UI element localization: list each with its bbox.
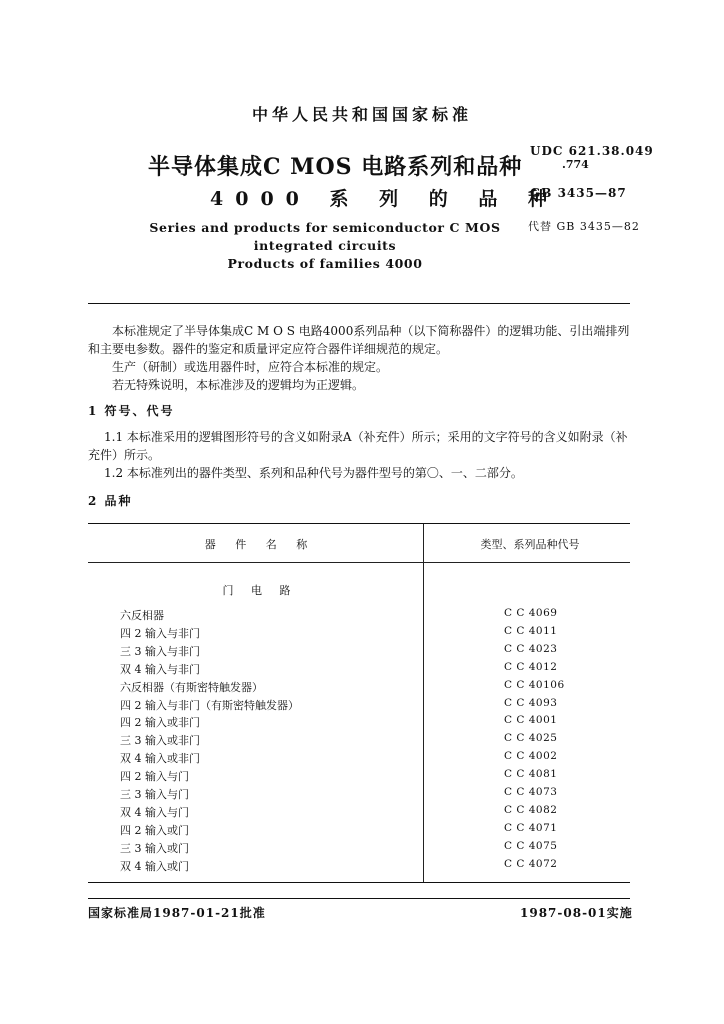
table-column-divider [423, 524, 424, 882]
table-row-device-name: 双 4 输入或门 [120, 860, 189, 873]
table-bottom-border [88, 882, 630, 883]
udc-code: UDC 621.38.049 [530, 144, 654, 158]
table-header-code: 类型、系列品种代号 [480, 538, 580, 551]
english-title-line-2: integrated circuits [253, 238, 397, 253]
english-title-line-3: Products of families 4000 [227, 256, 423, 271]
clause-1-1: 1.1 本标准采用的逻辑图形符号的含义如附录A（补充件）所示；采用的文字符号的含义如附录（补充件）所示。 [88, 430, 628, 462]
table-row-code: C C 4075 [504, 840, 558, 852]
table-row-device-name: 双 4 输入与门 [120, 806, 189, 819]
table-row-code: C C 4023 [504, 643, 558, 655]
table-header-device-name: 器 件 名 称 [204, 538, 316, 551]
table-row-code: C C 40106 [504, 679, 565, 691]
table-row-device-name: 三 3 输入或非门 [120, 734, 200, 747]
table-row-code: C C 4002 [504, 750, 558, 762]
table-top-border [88, 523, 630, 524]
table-row-device-name: 六反相器 [120, 609, 164, 622]
table-row-code: C C 4011 [504, 625, 558, 637]
table-row-code: C C 4012 [504, 661, 558, 673]
table-row-code: C C 4069 [504, 607, 558, 619]
section-2-heading: 2 品种 [88, 494, 133, 508]
table-row-code: C C 4001 [504, 714, 558, 726]
logic-paragraph: 若无特殊说明，本标准涉及的逻辑均为正逻辑。 [112, 378, 365, 392]
intro-paragraph: 本标准规定了半导体集成C M O S 电路4000系列品种（以下简称器件）的逻辑功能、引出端排列和主要电参数。器件的鉴定和质量评定应符合器件详细规范的规定。 [88, 324, 630, 356]
footer-divider [88, 898, 630, 899]
table-row-device-name: 四 2 输入或门 [120, 824, 189, 837]
table-row-code: C C 4072 [504, 858, 558, 870]
table-row-device-name: 四 2 输入或非门 [120, 716, 200, 729]
table-row-code: C C 4073 [504, 786, 558, 798]
document-subtitle: 4000 系 列 的 品 种 [210, 188, 559, 210]
issuing-organization: 中华人民共和国国家标准 [251, 105, 472, 124]
implementation-date: 1987-08-01实施 [520, 906, 633, 920]
header-divider [88, 303, 630, 304]
document-title: 半导体集成C MOS 电路系列和品种 [148, 154, 523, 180]
table-row-device-name: 四 2 输入与非门 [120, 627, 200, 640]
table-row-device-name: 双 4 输入或非门 [120, 752, 200, 765]
table-row-code: C C 4025 [504, 732, 558, 744]
gb-number: GB 3435—87 [530, 186, 627, 200]
table-row-code: C C 4082 [504, 804, 558, 816]
table-row-device-name: 双 4 输入与非门 [120, 663, 200, 676]
clause-1-2: 1.2 本标准列出的器件类型、系列和品种代号为器件型号的第〇、一、二部分。 [104, 466, 523, 480]
table-row-code: C C 4071 [504, 822, 558, 834]
table-row-device-name: 六反相器（有斯密特触发器） [120, 681, 263, 694]
table-group-gate-circuits: 门 电 路 [222, 584, 298, 597]
table-row-device-name: 三 3 输入或门 [120, 842, 189, 855]
udc-code-suffix: .774 [562, 158, 589, 171]
table-row-device-name: 四 2 输入与非门（有斯密特触发器） [120, 699, 299, 712]
approval-date: 国家标准局1987-01-21批准 [88, 906, 266, 920]
english-title-line-1: Series and products for semiconductor C MOS [149, 220, 501, 235]
replaces-standard: 代替 GB 3435—82 [528, 220, 640, 233]
production-paragraph: 生产（研制）或选用器件时，应符合本标准的规定。 [112, 360, 389, 374]
table-row-code: C C 4081 [504, 768, 558, 780]
table-header-divider [88, 562, 630, 563]
table-row-device-name: 三 3 输入与门 [120, 788, 189, 801]
table-row-device-name: 三 3 输入与非门 [120, 645, 200, 658]
table-row-device-name: 四 2 输入与门 [120, 770, 189, 783]
table-row-code: C C 4093 [504, 697, 558, 709]
section-1-heading: 1 符号、代号 [88, 404, 175, 418]
